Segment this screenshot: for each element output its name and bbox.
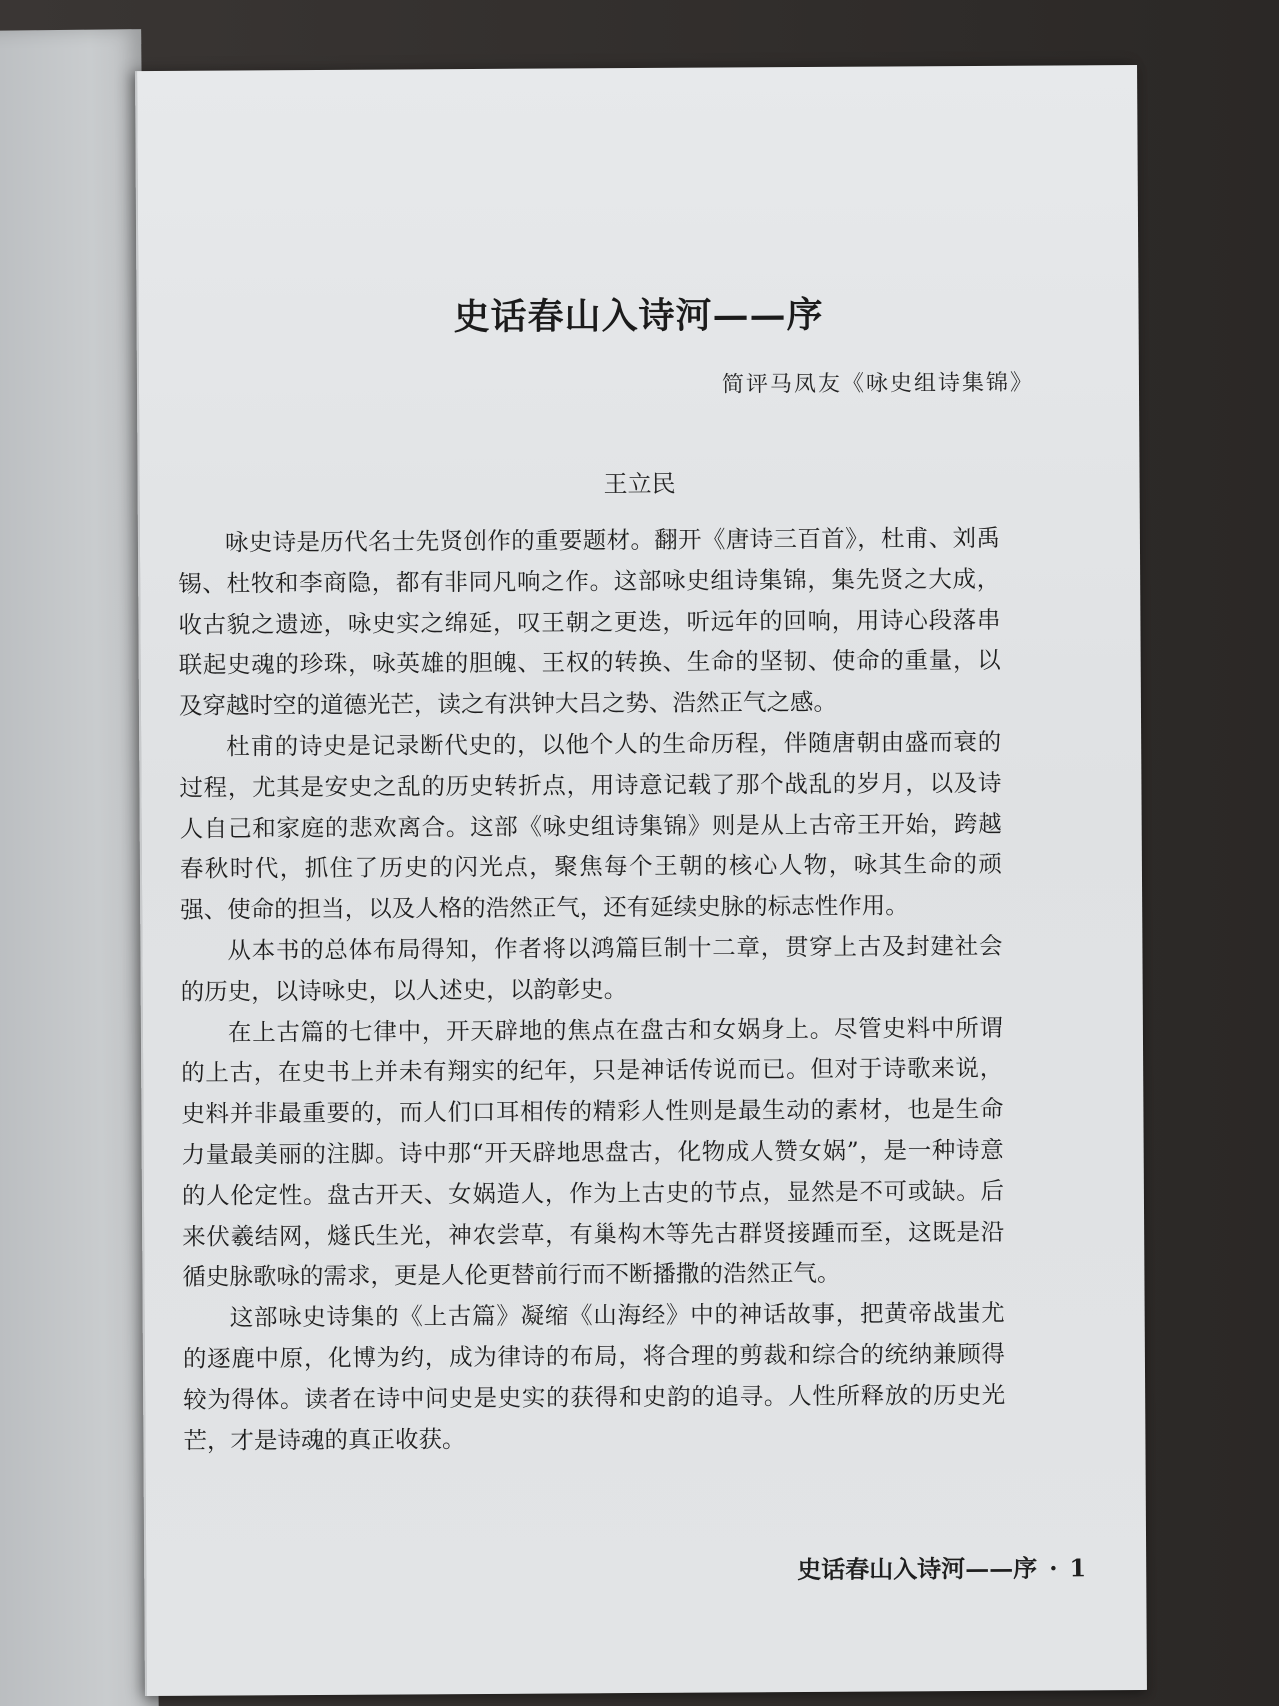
author-name: 王立民 xyxy=(603,469,676,499)
page-subtitle: 简评马凤友《咏史组诗集锦》 xyxy=(721,370,1035,398)
paragraph: 从本书的总体布局得知，作者将以鸿篇巨制十二章，贯穿上古及封建社会的历史，以诗咏史，以人述史，以韵彰史。 xyxy=(180,931,1003,1006)
paragraph: 这部咏史诗集的《上古篇》凝缩《山海经》中的神话故事，把黄帝战蚩尤的逐鹿中原，化博为约，成为律诗的布局，将合理的剪裁和综合的统纳兼顾得较为得体。读者在诗中问史是史实的获得和史韵的追寻。人性所释放的历史光芒，才是诗魂的真正收获。 xyxy=(182,1298,1006,1455)
body-text xyxy=(178,518,1006,1461)
paragraph: 在上古篇的七律中，开天辟地的焦点在盘古和女娲身上。尽管史料中所谓的上古，在史书上并未有翔实的纪年，只是神话传说而已。但对于诗歌来说，史料并非最重要的，而人们口耳相传的精彩人性则是最生动的素材，也是生命力量最美丽的注脚。诗中那“开天辟地思盘古，化物成人赞女娲”，是一种诗意的人伦定性。盘古开天、女娲造人，作为上古史的节点，显然是不可或缺。后来伏羲结网，燧氏生光，神农尝草，有巢构木等先古群贤接踵而至，这既是沿循史脉歌咏的需求，更是人伦更替前行而不断播撒的浩然正气。 xyxy=(181,1013,1005,1292)
book-page xyxy=(135,65,1147,1696)
paragraph: 杜甫的诗史是记录断代史的，以他个人的生命历程，伴随唐朝由盛而衰的过程，尤其是安史之乱的历史转折点，用诗意记载了那个战乱的岁月，以及诗人自己和家庭的悲欢离合。这部《咏史组诗集锦》则是从上古帝王开始，跨越春秋时代，抓住了历史的闪光点，聚焦每个王朝的核心人物，咏其生命的顽强、使命的担当，以及人格的浩然正气，还有延续史脉的标志性作用。 xyxy=(179,727,1002,924)
page-number: 1 xyxy=(1069,1553,1087,1583)
paragraph: 咏史诗是历代名士先贤创作的重要题材。翻开《唐诗三百首》，杜甫、刘禹锡、杜牧和李商隐，都有非同凡响之作。这部咏史组诗集锦，集先贤之大成，收古貌之遗迹，咏史实之绵延，叹王朝之更迭，听远年的回响，用诗心段落串联起史魂的珍珠，咏英雄的胆魄、王权的转换、生命的坚韧、使命的重量，以及穿越时空的道德光芒，读之有洪钟大吕之势、浩然正气之感。 xyxy=(178,523,1001,721)
page-footer xyxy=(797,1548,1086,1585)
page-title: 史话春山入诗河——序 xyxy=(453,293,824,339)
footer-separator: · xyxy=(1049,1553,1058,1583)
facing-page xyxy=(0,29,159,1706)
running-title: 史话春山入诗河——序 xyxy=(797,1553,1038,1585)
